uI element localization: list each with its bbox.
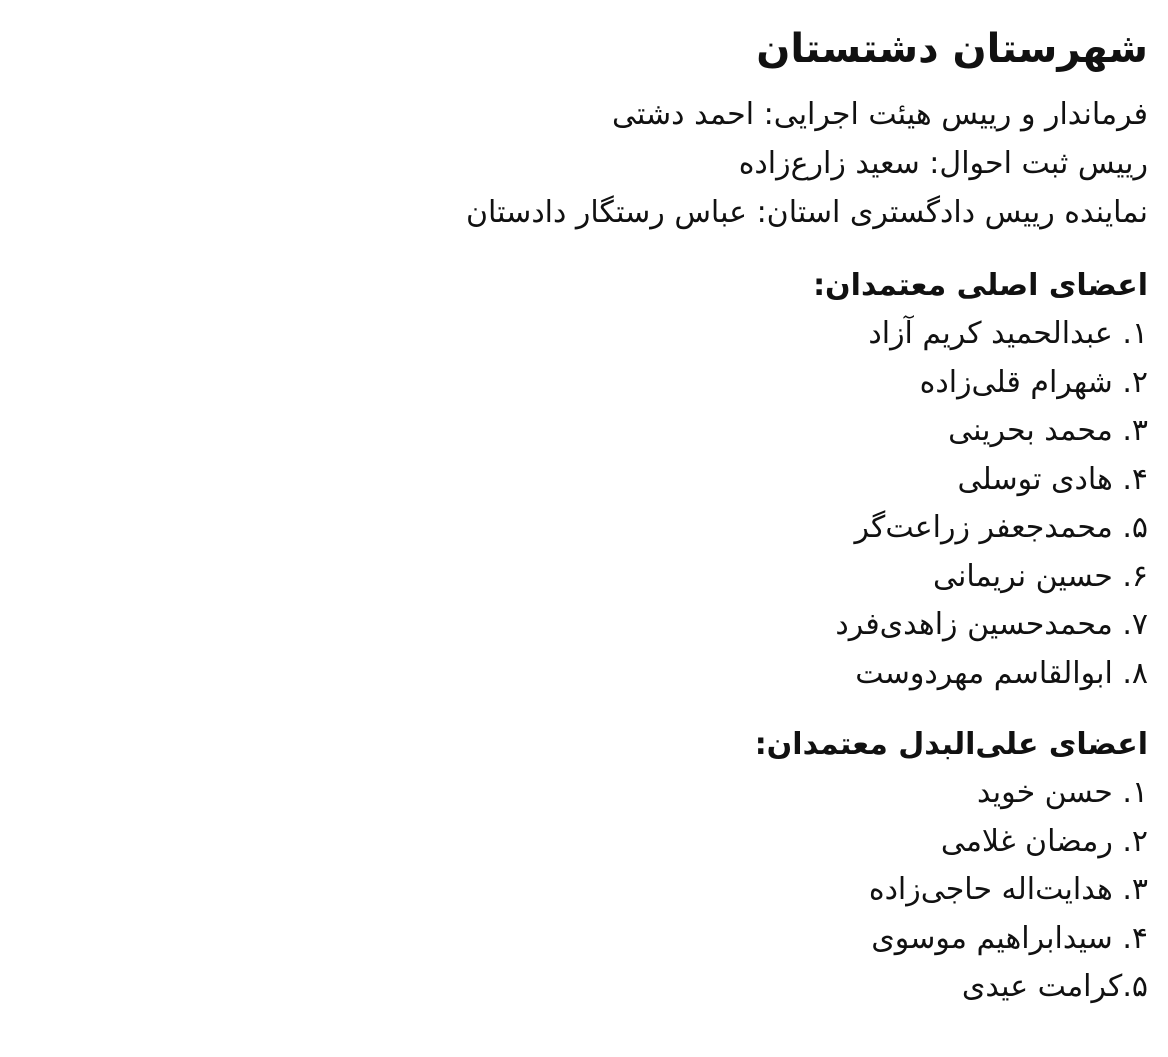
alternate-members-heading: اعضای علی‌البدل معتمدان:: [754, 727, 1148, 762]
main-members-heading: اعضای اصلی معتمدان:: [813, 268, 1148, 303]
list-item: ۴. هادی توسلی: [957, 461, 1148, 497]
official-governor: فرماندار و رییس هیئت اجرایی: احمد دشتی: [611, 97, 1148, 132]
official-judiciary-rep: نماینده رییس دادگستری استان: عباس رستگار دادستان: [465, 195, 1148, 230]
official-registry-head: رییس ثبت احوال: سعید زارع‌زاده: [738, 146, 1148, 181]
list-item: ۳. هدایت‌اله حاجی‌زاده: [868, 872, 1148, 907]
list-item: ۵. محمدجعفر زراعت‌گر: [854, 510, 1148, 545]
list-item: ۸. ابوالقاسم مهردوست: [855, 655, 1148, 691]
main-members-list: [20, 310, 1148, 698]
list-item: ۲. رمضان غلامی: [940, 823, 1148, 859]
officials-block: [20, 90, 1148, 237]
list-item: ۳. محمد بحرینی: [948, 413, 1148, 448]
list-item: ۲. شهرام قلی‌زاده: [919, 364, 1148, 400]
list-item: ۱. حسن خوید: [976, 775, 1148, 810]
list-item: ۷. محمدحسین زاهدی‌فرد: [835, 607, 1148, 642]
list-item: ۶. حسین نریمانی: [932, 558, 1148, 594]
page-title: شهرستان دشتستان: [756, 26, 1148, 72]
list-item: ۵.کرامت عیدی: [961, 969, 1148, 1004]
alternate-members-list: [20, 769, 1148, 1012]
list-item: ۴. سیدابراهیم موسوی: [871, 920, 1148, 956]
list-item: ۱. عبدالحمید کریم آزاد: [868, 316, 1148, 351]
